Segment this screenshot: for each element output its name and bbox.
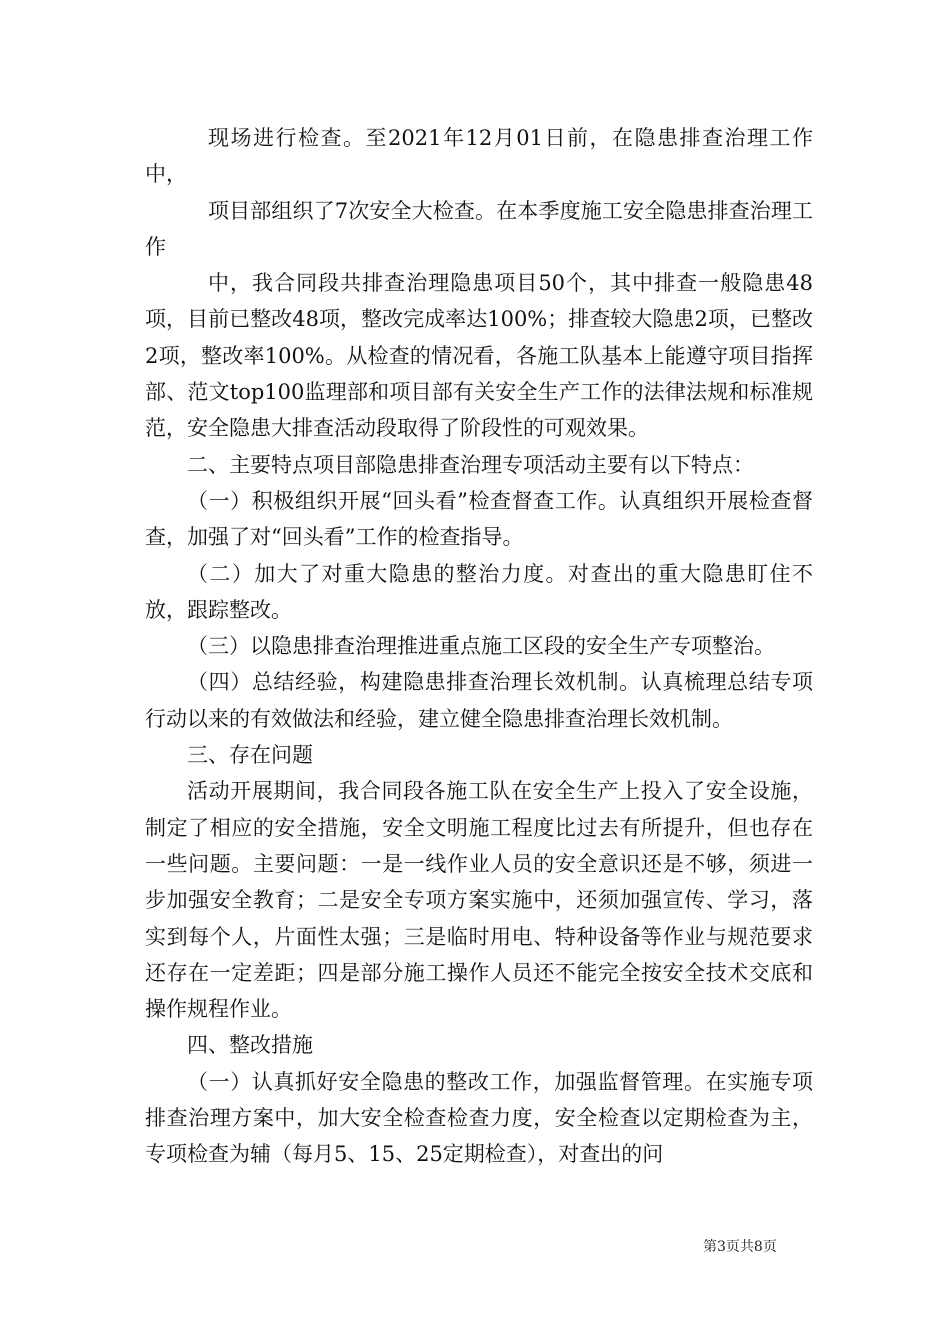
paragraph-hazard-statistics: 中，我合同段共排查治理隐患项目50个，其中排查一般隐患48项，目前已整改48项，整改完成率达100%；排查较大隐患2项，已整改2项，整改率100%。从检查的情况看，各施工队基本上能遵守项目指挥部、范文top100监理部和项目部有关安全生产工作的法律法规和标准规范，安全隐患大排查活动段取得了阶段性的可观效果。 [145, 271, 813, 441]
paragraph-safety-inspections: 项目部组织了7次安全大检查。在本季度施工安全隐患排查治理工作 [145, 198, 813, 259]
paragraph-measure-one: （一）认真抓好安全隐患的整改工作，加强监督管理。在实施专项排查治理方案中，加大安全检查检查力度，安全检查以定期检查为主，专项检查为辅（每月5、15、25定期检查），对查出的问 [145, 1069, 813, 1167]
paragraph-feature-four: （四）总结经验，构建隐患排查治理长效机制。认真梳理总结专项行动以来的有效做法和经验，建立健全隐患排查治理长效机制。 [145, 670, 813, 731]
paragraph-feature-three: （三）以隐患排查治理推进重点施工区段的安全生产专项整治。 [187, 634, 775, 659]
heading-existing-problems: 三、存在问题 [187, 743, 313, 768]
page-number: 第3页共8页 [703, 1239, 777, 1255]
heading-corrective-measures: 四、整改措施 [187, 1033, 313, 1058]
paragraph-inspection-intro: 现场进行检查。至2021年12月01日前，在隐患排查治理工作中， [145, 126, 813, 187]
paragraph-feature-two: （二）加大了对重大隐患的整治力度。对查出的重大隐患盯住不放，跟踪整改。 [145, 561, 813, 622]
heading-main-features: 二、主要特点项目部隐患排查治理专项活动主要有以下特点： [187, 452, 754, 477]
paragraph-problems-detail: 活动开展期间，我合同段各施工队在安全生产上投入了安全设施，制定了相应的安全措施，安全文明施工程度比过去有所提升，但也存在一些问题。主要问题：一是一线作业人员的安全意识还是不够，须进一步加强安全教育；二是安全专项方案实施中，还须加强宣传、学习，落实到每个人，片面性太强；三是临时用电、特种设备等作业与规范要求还存在一定差距；四是部分施工操作人员还不能完全按安全技术交底和操作规程作业。 [145, 779, 813, 1022]
paragraph-feature-one: （一）积极组织开展“回头看”检查督查工作。认真组织开展检查督查，加强了对“回头看”工作的检查指导。 [145, 488, 813, 550]
document-body [145, 120, 813, 1173]
